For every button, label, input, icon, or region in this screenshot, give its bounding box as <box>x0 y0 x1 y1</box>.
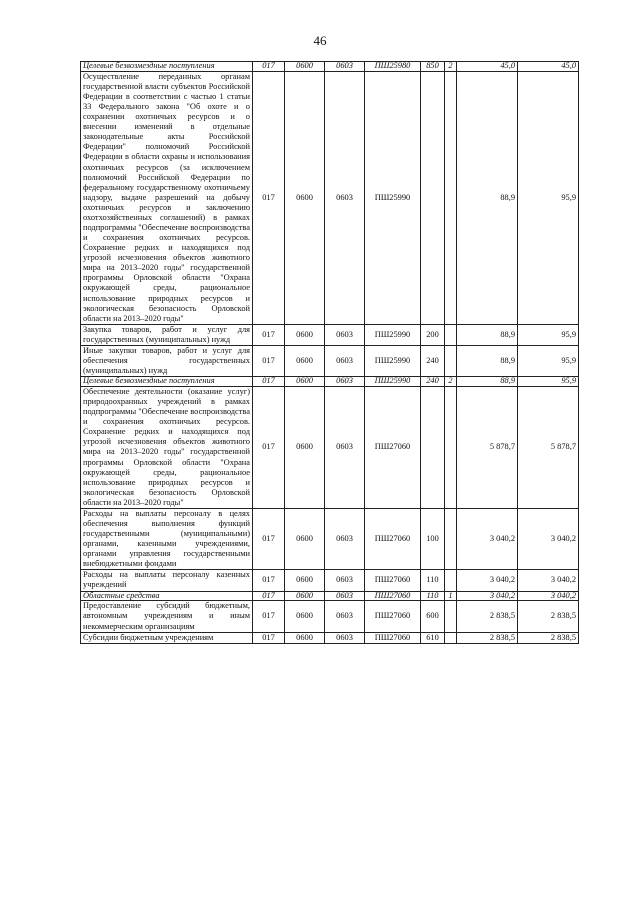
table-row <box>81 62 579 72</box>
amount-year1-cell: 3 040,2 <box>457 570 518 591</box>
expense-type-cell: 850 <box>421 62 445 72</box>
table-row <box>81 377 579 387</box>
expense-type-cell: 110 <box>421 591 445 601</box>
expense-type-cell: 100 <box>421 508 445 569</box>
amount-year2-cell: 3 040,2 <box>518 508 579 569</box>
subsection-code-cell: 0603 <box>325 377 365 387</box>
amount-year1-cell: 5 878,7 <box>457 386 518 508</box>
admin-code-cell: 017 <box>253 508 285 569</box>
table-row <box>81 324 579 345</box>
expense-type-cell: 600 <box>421 601 445 632</box>
funding-source-cell <box>445 345 457 376</box>
subsection-code-cell: 0603 <box>325 601 365 632</box>
amount-year2-cell: 3 040,2 <box>518 591 579 601</box>
amount-year2-cell: 3 040,2 <box>518 570 579 591</box>
target-article-cell: ПШ25990 <box>365 71 421 324</box>
funding-source-cell <box>445 386 457 508</box>
admin-code-cell: 017 <box>253 632 285 643</box>
admin-code-cell: 017 <box>253 570 285 591</box>
admin-code-cell: 017 <box>253 601 285 632</box>
table-row <box>81 71 579 324</box>
section-code-cell: 0600 <box>285 324 325 345</box>
target-article-cell: ПШ25980 <box>365 62 421 72</box>
amount-year2-cell: 2 838,5 <box>518 632 579 643</box>
target-article-cell: ПШ27060 <box>365 632 421 643</box>
section-code-cell: 0600 <box>285 601 325 632</box>
table-row <box>81 345 579 376</box>
row-name-cell: Расходы на выплаты персоналу в целях обеспечения выполнения функций государственными (муниципальными) органами, казенными учреждениями, органами управления государственными внебюджетными фондами <box>81 508 253 569</box>
row-name-cell: Предоставление субсидий бюджетным, автономным учреждениям и иным некоммерческим организациям <box>81 601 253 632</box>
subsection-code-cell: 0603 <box>325 632 365 643</box>
subsection-code-cell: 0603 <box>325 386 365 508</box>
subsection-code-cell: 0603 <box>325 591 365 601</box>
target-article-cell: ПШ27060 <box>365 508 421 569</box>
section-code-cell: 0600 <box>285 591 325 601</box>
amount-year1-cell: 3 040,2 <box>457 591 518 601</box>
target-article-cell: ПШ25990 <box>365 324 421 345</box>
budget-table <box>80 61 579 644</box>
funding-source-cell <box>445 570 457 591</box>
amount-year1-cell: 2 838,5 <box>457 632 518 643</box>
funding-source-cell <box>445 632 457 643</box>
section-code-cell: 0600 <box>285 632 325 643</box>
row-name-cell: Целевые безвозмездные поступления <box>81 377 253 387</box>
subsection-code-cell: 0603 <box>325 62 365 72</box>
admin-code-cell: 017 <box>253 71 285 324</box>
target-article-cell: ПШ27060 <box>365 570 421 591</box>
section-code-cell: 0600 <box>285 570 325 591</box>
admin-code-cell: 017 <box>253 62 285 72</box>
expense-type-cell: 200 <box>421 324 445 345</box>
row-name-cell: Субсидии бюджетным учреждениям <box>81 632 253 643</box>
funding-source-cell <box>445 508 457 569</box>
admin-code-cell: 017 <box>253 324 285 345</box>
section-code-cell: 0600 <box>285 386 325 508</box>
row-name-cell: Обеспечение деятельности (оказание услуг) природоохранных учреждений в рамках подпрограммы "Обеспечение воспроизводства и сохранения охотничьих ресурсов. Сохранение редких и находящихся под угрозой исчезновения объектов животного мира на 2013–2020 годы" государственной программы Орловской области "Охрана окружающей среды, рациональное использование природных ресурсов и экологическая безопасность Орловской области на 2013–2020 годы" <box>81 386 253 508</box>
section-code-cell: 0600 <box>285 508 325 569</box>
target-article-cell: ПШ27060 <box>365 386 421 508</box>
amount-year1-cell: 2 838,5 <box>457 601 518 632</box>
subsection-code-cell: 0603 <box>325 345 365 376</box>
amount-year1-cell: 88,9 <box>457 377 518 387</box>
amount-year2-cell: 45,0 <box>518 62 579 72</box>
section-code-cell: 0600 <box>285 345 325 376</box>
subsection-code-cell: 0603 <box>325 71 365 324</box>
target-article-cell: ПШ25990 <box>365 345 421 376</box>
amount-year2-cell: 95,9 <box>518 71 579 324</box>
amount-year1-cell: 3 040,2 <box>457 508 518 569</box>
expense-type-cell: 240 <box>421 377 445 387</box>
target-article-cell: ПШ27060 <box>365 591 421 601</box>
section-code-cell: 0600 <box>285 62 325 72</box>
expense-type-cell: 610 <box>421 632 445 643</box>
row-name-cell: Осуществление переданных органам государственной власти субъектов Российской Федерации в соответствии с частью 1 статьи 33 Федерального закона "Об охоте и о сохранении охотничьих ресурсов и о внесении изменений в отдельные законодательные акты Российской Федерации" полномочий Российской Федерации в области охраны и использования охотничьих ресурсов (за исключением полномочий Российской Федерации по федеральному государственному охотничьему надзору, выдаче разрешений на добычу охотничьих ресурсов и заключению охотхозяйственных соглашений) в рамках подпрограммы "Обеспечение воспроизводства и сохранения охотничьих ресурсов. Сохранение редких и находящихся под угрозой исчезновения объектов животного мира на 2013–2020 годы" государственной программы Орловской области "Охрана окружающей среды, рациональное использование природных ресурсов и экологическая безопасность Орловской области на 2013–2020 годы" <box>81 71 253 324</box>
amount-year2-cell: 2 838,5 <box>518 601 579 632</box>
table-row <box>81 508 579 569</box>
section-code-cell: 0600 <box>285 377 325 387</box>
page-number: 46 <box>313 33 327 48</box>
subsection-code-cell: 0603 <box>325 570 365 591</box>
funding-source-cell: 2 <box>445 377 457 387</box>
amount-year1-cell: 88,9 <box>457 324 518 345</box>
admin-code-cell: 017 <box>253 345 285 376</box>
amount-year2-cell: 95,9 <box>518 345 579 376</box>
table-row <box>81 386 579 508</box>
subsection-code-cell: 0603 <box>325 324 365 345</box>
row-name-cell: Целевые безвозмездные поступления <box>81 62 253 72</box>
expense-type-cell <box>421 386 445 508</box>
target-article-cell: ПШ27060 <box>365 601 421 632</box>
amount-year1-cell: 45,0 <box>457 62 518 72</box>
funding-source-cell <box>445 601 457 632</box>
admin-code-cell: 017 <box>253 377 285 387</box>
table-row <box>81 632 579 643</box>
row-name-cell: Иные закупки товаров, работ и услуг для обеспечения государственных (муниципальных) нужд <box>81 345 253 376</box>
budget-table-body <box>81 62 579 644</box>
section-code-cell: 0600 <box>285 71 325 324</box>
admin-code-cell: 017 <box>253 386 285 508</box>
funding-source-cell: 1 <box>445 591 457 601</box>
expense-type-cell <box>421 71 445 324</box>
row-name-cell: Закупка товаров, работ и услуг для государственных (муниципальных) нужд <box>81 324 253 345</box>
table-row <box>81 601 579 632</box>
expense-type-cell: 110 <box>421 570 445 591</box>
funding-source-cell <box>445 324 457 345</box>
amount-year1-cell: 88,9 <box>457 71 518 324</box>
target-article-cell: ПШ25990 <box>365 377 421 387</box>
amount-year2-cell: 95,9 <box>518 324 579 345</box>
amount-year2-cell: 5 878,7 <box>518 386 579 508</box>
expense-type-cell: 240 <box>421 345 445 376</box>
admin-code-cell: 017 <box>253 591 285 601</box>
row-name-cell: Областные средства <box>81 591 253 601</box>
table-row <box>81 570 579 591</box>
amount-year2-cell: 95,9 <box>518 377 579 387</box>
funding-source-cell: 2 <box>445 62 457 72</box>
funding-source-cell <box>445 71 457 324</box>
table-row <box>81 591 579 601</box>
row-name-cell: Расходы на выплаты персоналу казенных учреждений <box>81 570 253 591</box>
subsection-code-cell: 0603 <box>325 508 365 569</box>
amount-year1-cell: 88,9 <box>457 345 518 376</box>
